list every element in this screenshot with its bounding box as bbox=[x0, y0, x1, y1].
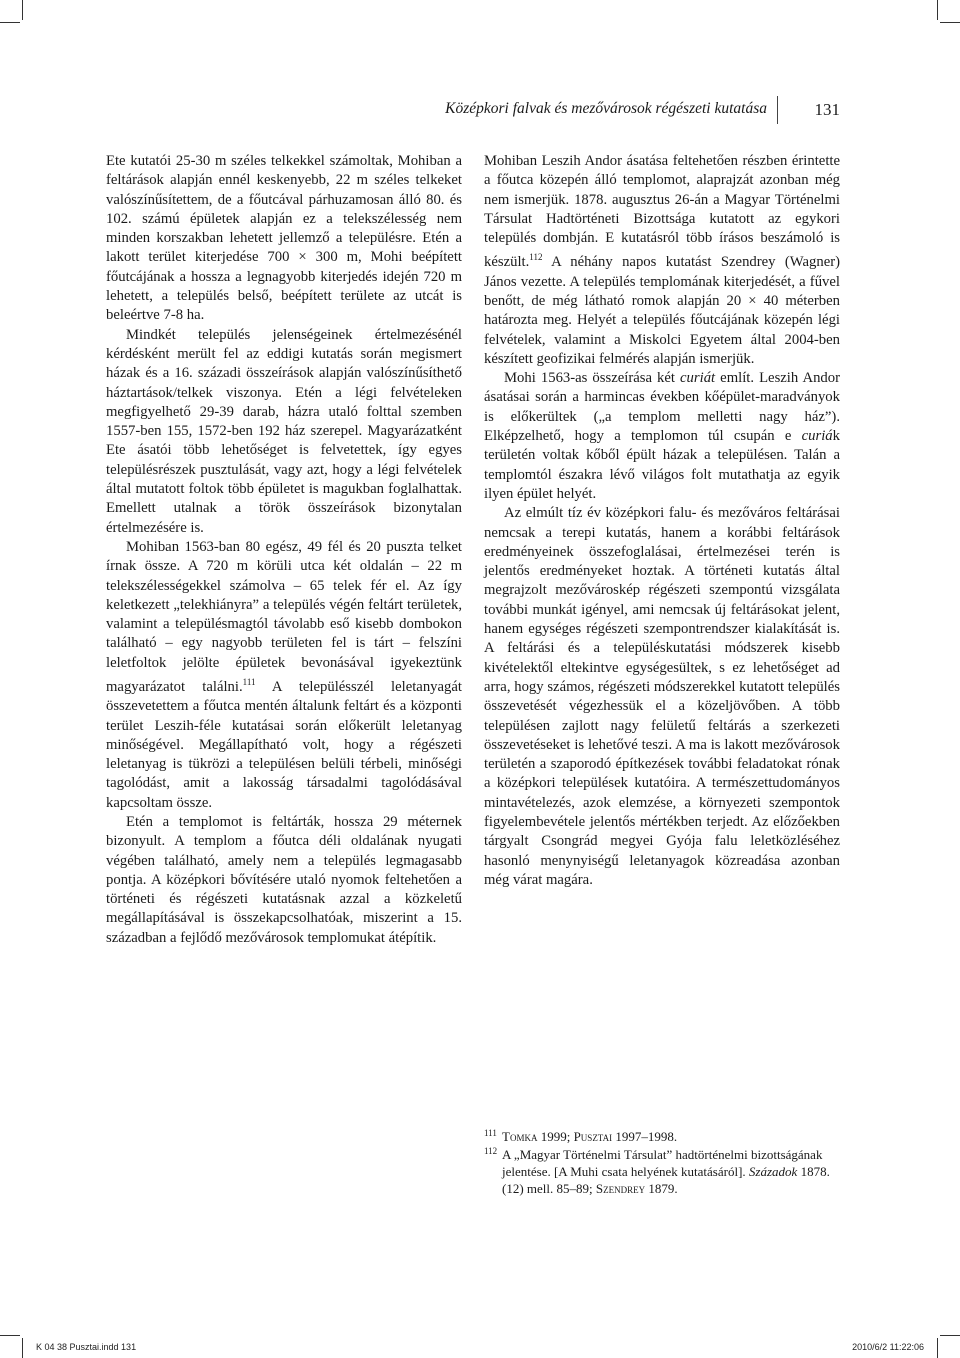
paragraph-text: Mohiban 1563-ban 80 egész, 49 fél és 20 puszta telket írnak össze. A 720 m körüli utca két oldalán – 22 m telekszélességekkel számolva – 65 telek fér el. Az így keletkezett „telekhiányra” a település végén feltárt területek, valamint a településmagtól távolabb eső kisebb dombokon található – egy nagyobb területen fel is tárt – felszíni leletfoltok jelölte épületek bevonásával igyekeztünk magyarázatot találni. bbox=[106, 538, 462, 695]
crop-mark bbox=[0, 1335, 20, 1336]
paragraph bbox=[484, 152, 840, 369]
footnote-text: 1997–1998. bbox=[612, 1129, 678, 1144]
crop-mark bbox=[937, 0, 938, 20]
footnote-number: 111 bbox=[484, 1128, 497, 1138]
running-head bbox=[400, 96, 840, 126]
footnote-text: A „Magyar Történelmi Társulat” hadtörténelmi bizottságának jelentése. [A Muhi csata helyének kutatásáról]. bbox=[502, 1147, 823, 1179]
paragraph-text: k területén voltak kőből épült házak a településen. Talán a templomtól északra lévő világos folt mutathatja az egyik ilyen épület helyét. bbox=[484, 428, 840, 502]
paragraph: Mindkét település jelenségeinek értelmezésénél kérdésként merült fel az eddigi kutatás során megismert házak és a 16. századi összeírások alapján valószínűsíthető háztartások/telkek viszonya. Etén a légi felvételeken megfigyelhető 29-39 darab, házra utaló folttal szemben 1557-ben 155, 1572-ben 192 ház szerepel. Magyarázatként Ete ásatói több lehetőséget is felvetettek, így egyes településrészek pusztulását, vagy azt, hogy a légi felvételek által mutatott foltok több épületet is magukban foglalhattak. Emellett utalnak a török összeírások bizonytalan értelmezésére is. bbox=[106, 326, 462, 536]
footnote-text: 1879. bbox=[645, 1181, 678, 1196]
right-column bbox=[484, 152, 840, 890]
paragraph-text: említ. Leszih Andor ásatásai során a harmincas években kőépület-maradványok is előkerültek („a templom melletti nagy ház”). Elképzelhető, hogy a templomon túl csupán e bbox=[484, 370, 841, 445]
footnote-text: 1999; bbox=[537, 1129, 574, 1144]
footnote-text: 1878. (12) mell. 85–89; bbox=[502, 1164, 830, 1196]
paragraph-text: A néhány napos kutatást Szendrey (Wagner) János vezette. A település templomának kiterjedését, a fűvel benőtt, de még látható romok alapján 20 × 40 méterben határozta meg. Helyét a település főutcájának közepén légi felvételek, valamint a Miskolci Egyetem által 2004-ben készített geofizikai felmérés alapján ismerjük. bbox=[484, 254, 840, 367]
footnote-112 bbox=[484, 1146, 840, 1197]
print-slug-timestamp: 2010/6/2 11:22:06 bbox=[852, 1342, 924, 1352]
footnote-111 bbox=[484, 1128, 840, 1145]
print-slug-file: K 04 38 Pusztai.indd 131 bbox=[36, 1342, 137, 1352]
running-head-divider bbox=[777, 96, 778, 124]
author-name: Szendrey bbox=[595, 1181, 646, 1196]
left-column bbox=[106, 152, 462, 948]
journal-title: Századok bbox=[748, 1164, 798, 1179]
crop-mark bbox=[22, 0, 23, 20]
author-name: Tomka bbox=[502, 1129, 538, 1144]
paragraph-text: Mohiban Leszih Andor ásatása feltehetően részben érintette a főutca közepén álló templomot, alaprajzát azonban még nem ismerjük. 1878. augusztus 26-án a Magyar Történelmi Társulat Hadtörténeti Bizottsága kutatott az egykori település dombján. E kutatásról több írásos beszámoló is készült. bbox=[484, 153, 840, 271]
paragraph-text: Mohi 1563-as összeírása két bbox=[504, 370, 681, 387]
emphasis: curiát bbox=[680, 370, 716, 387]
crop-mark bbox=[22, 1338, 23, 1358]
footnote-ref[interactable]: 111 bbox=[242, 677, 256, 688]
crop-mark bbox=[0, 22, 20, 23]
crop-mark bbox=[940, 1335, 960, 1336]
footnote-ref[interactable]: 112 bbox=[529, 252, 543, 263]
emphasis: curiá bbox=[801, 428, 833, 445]
paragraph-text: A településszél leletanyagát összevetettem a főutca mentén általunk feltárt és a központi terület Leszih-féle kutatásai során előkerült leletanyag minőségével. Megállapítható volt, hogy a régészeti leletanyag is tükrözi a településen belüli térbeli, minőségi tagolódást, amit a lakosság társadalmi tagolódásával kapcsoltam össze. bbox=[106, 678, 462, 811]
page-number: 131 bbox=[814, 100, 840, 119]
crop-mark bbox=[940, 22, 960, 23]
author-name: Pusztai bbox=[573, 1129, 613, 1144]
running-head-title: Középkori falvak és mezővárosok régészeti kutatása bbox=[445, 100, 767, 117]
crop-mark bbox=[937, 1338, 938, 1358]
paragraph bbox=[484, 369, 840, 504]
paragraph bbox=[106, 538, 462, 813]
paragraph: Az elmúlt tíz év középkori falu- és mezőváros feltárásai nemcsak a terepi kutatás, hanem a korábbi feltárások eredményeinek összefoglalásai, értelmezései terén is jelentős eredményeket hoztak. A történeti kutatás által megrajzolt mezővároskép régészeti szempontú vizsgálata további munkát igényel, ami nemcsak új feltárásokat jelent, hanem egységes régészeti szempontrendszer kialakítását is. A feltárási és a településkutatási módszerek kisebb kivételektől eltekintve egységesültek, s ez lehetőséget ad arra, hogy számos, régészeti módszerekkel kutatott település összevetését végezhessük el a közeljövőben. A több településen zajlott nagy felületű feltárás a szerkezeti összevetéseket is lehetővé teszi. A ma is lakott mezővárosok területén a szaporodó építkezések további feladatokat rónak a középkori települések kutatóira. A természettudományos mintavételezés, azok elemzése, a környezeti szempontok figyelembevétele jelentős mértékben terjedt. Az előzőekben tárgyalt Csongrád megyei Gyója falu leletközléséhez hasonló menynyiségű leletanyagok közreadása azonban még várat magára. bbox=[484, 505, 840, 888]
footnote-number: 112 bbox=[484, 1146, 498, 1156]
paragraph: Ete kutatói 25-30 m széles telkekkel számoltak, Mohiban a feltárások alapján ennél keskenyebb, 22 m széles telkeket valószínűsítettem, de a főutcával párhuzamosan álló 80. és 102. számú épületek alapján ez a telekszélesség nem minden korszakban lehetett jellemző a településre. Etén a lakott terület kiterjedése 700 × 300 m, Mohi beépített főutcájának a hossza a legnagyobb kiterjedés idején 720 m lehetett, a település belső, beépített területe az utcát is beleértve 7-8 ha. bbox=[106, 153, 462, 324]
paragraph: Etén a templomot is feltárták, hossza 29 méternek bizonyult. A templom a főutca déli oldalának nyugati végében található, amely nem a település legmagasabb pontja. A középkori bővítésére utaló nyomok feltehetően a történeti és régészeti kutatásnak azzal a közkeletű megállapításával is összekapcsolhatóak, miszerint a 15. században a fejlődő mezővárosok templomukat átépítik. bbox=[106, 813, 462, 946]
footnotes bbox=[484, 1128, 840, 1198]
